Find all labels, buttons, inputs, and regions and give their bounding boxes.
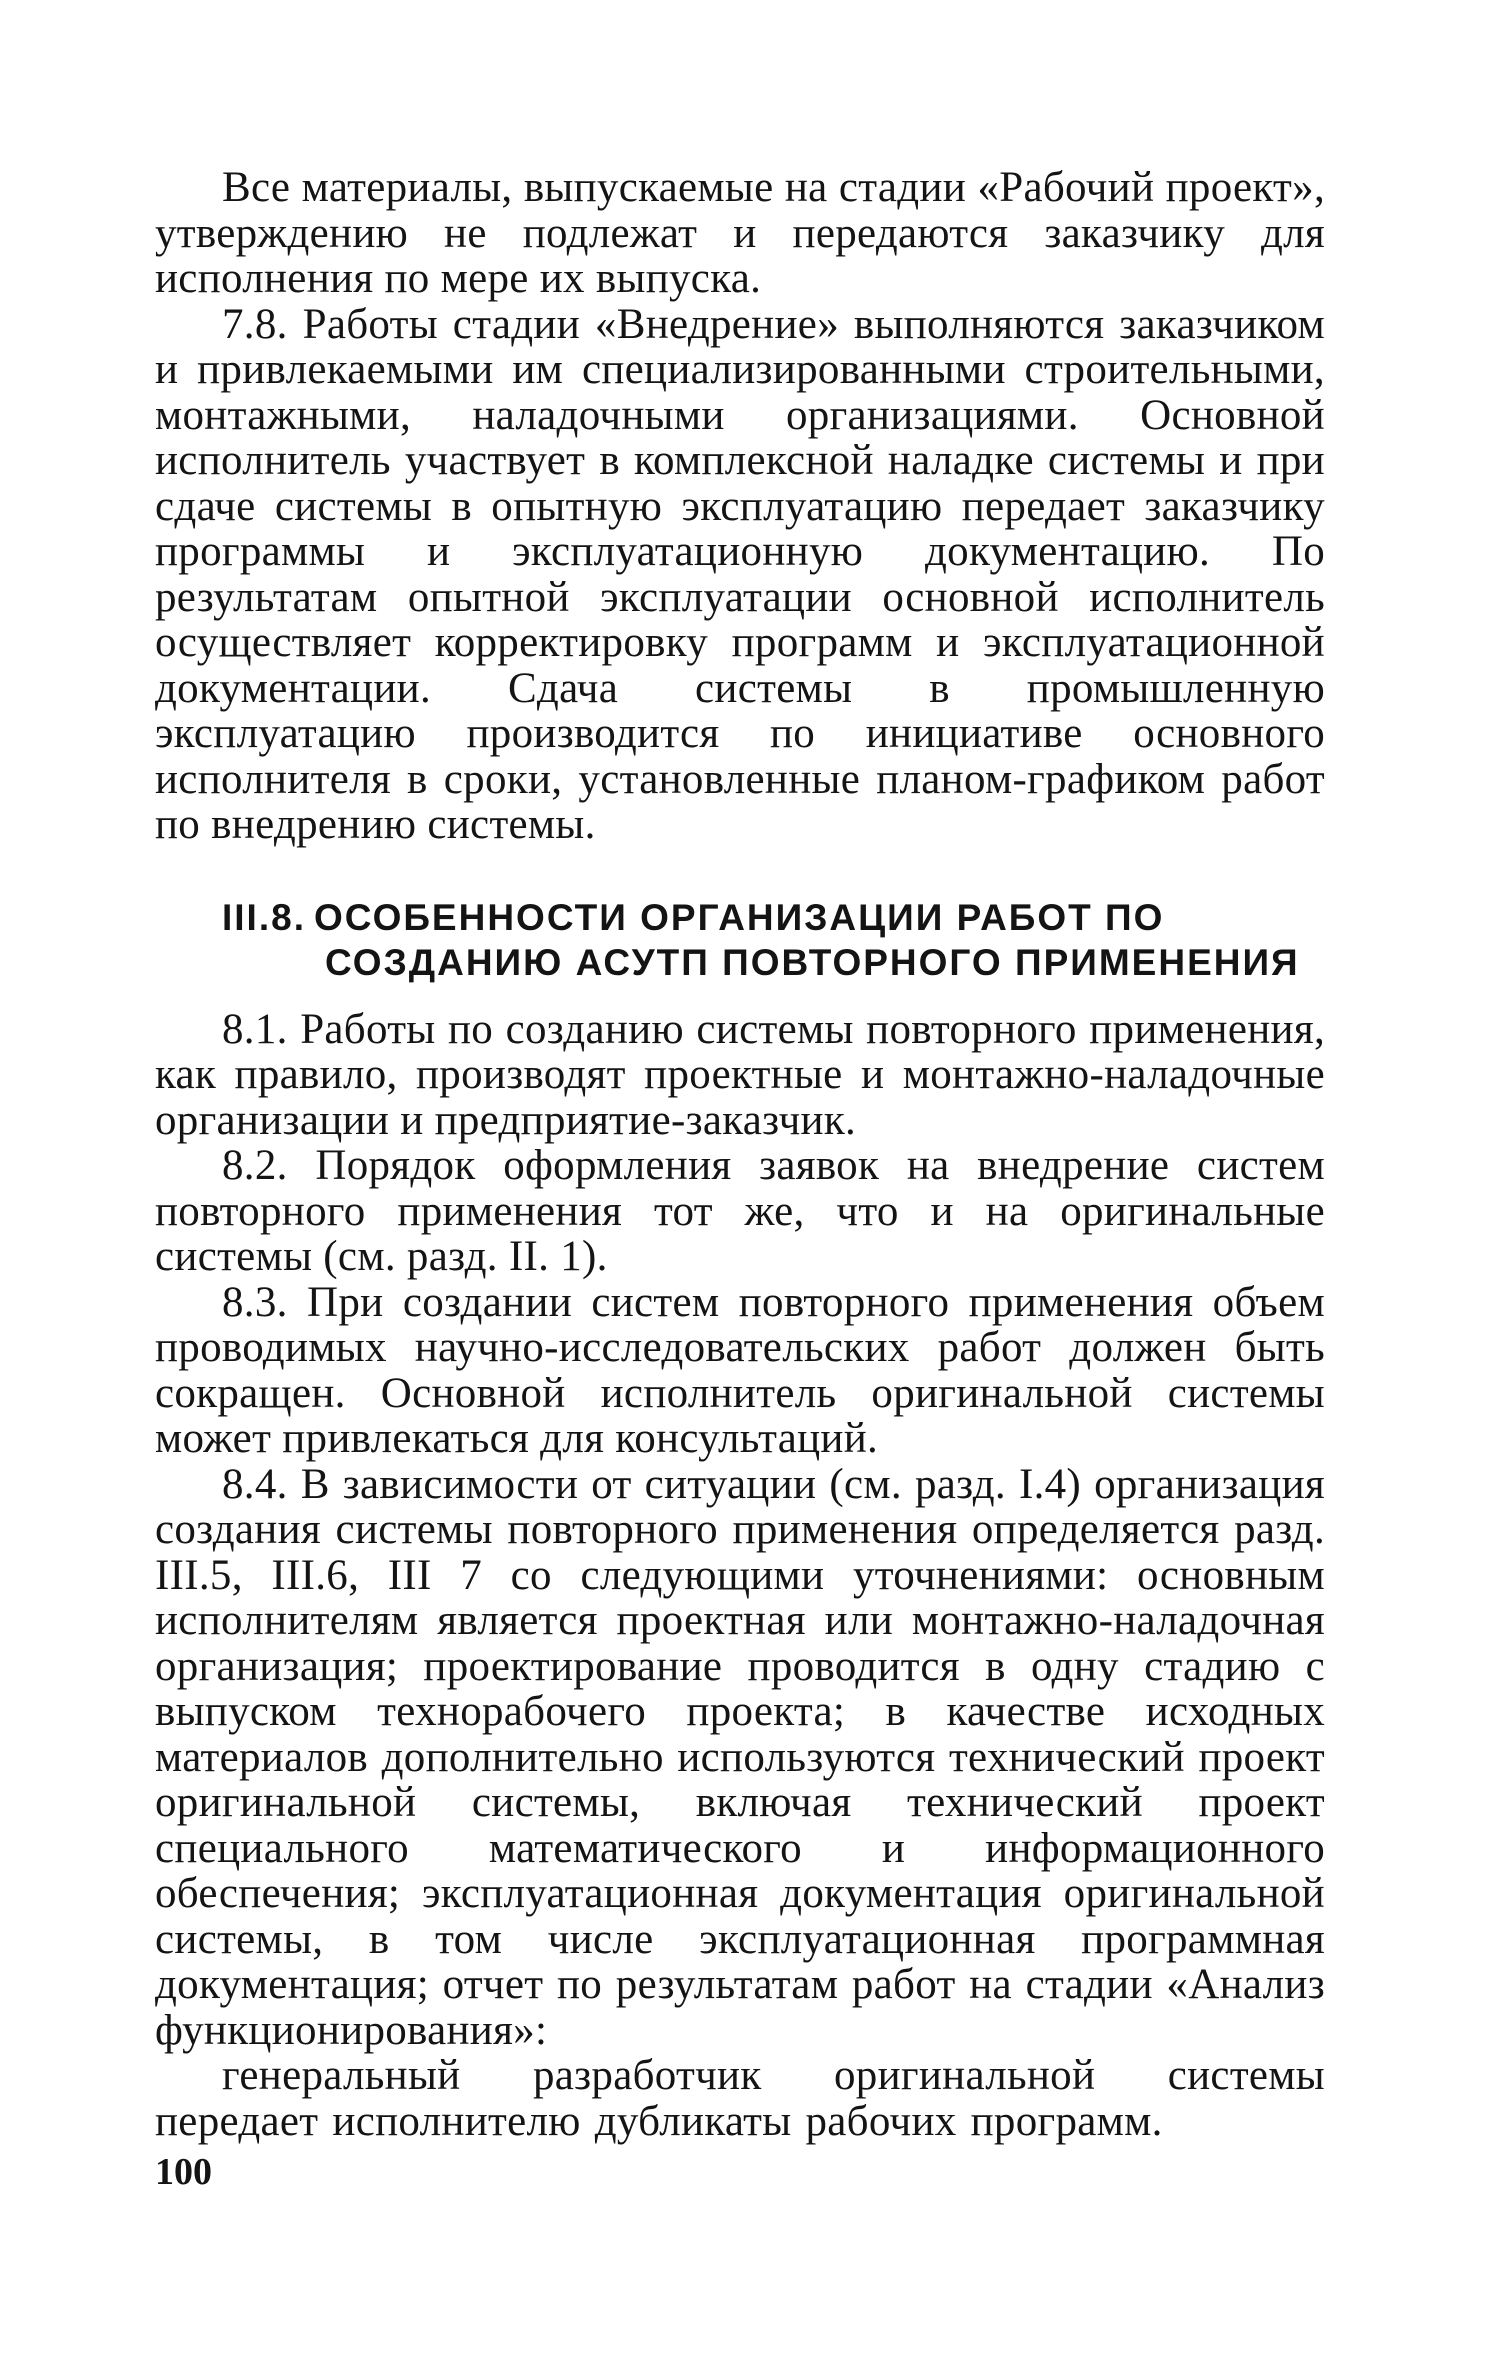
section-heading-line1	[155, 895, 1325, 940]
section-heading	[155, 895, 1325, 985]
paragraph-7-8: 7.8. Работы стадии «Внедрение» выполняются заказчиком и привлекаемыми им специализированными строительными, монтажными, наладочными организациями. Основной исполнитель участвует в комплексной наладке системы и при сдаче системы в опытную эксплуатацию передает заказчику программы и эксплуатационную документацию. По результатам опытной эксплуатации основной исполнитель осуществляет корректировку программ и эксплуатационной документации. Сдача системы в промышленную эксплуатацию производится по инициативе основного исполнителя в сроки, установленные планом-графиком работ по внедрению системы.	[155, 300, 1325, 848]
paragraph-8-4: 8.4. В зависимости от ситуации (см. разд. I.4) организация создания системы повторного применения определяется разд. III.5, III.6, III 7 со следующими уточнениями: основным исполнителям является проектная или монтажно-наладочная организация; проектирование проводится в одну стадию с выпуском технорабочего проекта; в качестве исходных материалов дополнительно используются технический проект оригинальной системы, включая технический проект специального математического и информационного обеспечения; эксплуатационная документация оригинальной системы, в том числе эксплуатационная программная документация; отчет по результатам работ на стадии «Анализ функционирования»:	[155, 1460, 1325, 2054]
section-title-line1: ОСОБЕННОСТИ ОРГАНИЗАЦИИ РАБОТ ПО	[313, 896, 1165, 938]
paragraph-8-3: 8.3. При создании систем повторного применения объем проводимых научно-исследовательских работ должен быть сокращен. Основной исполнитель оригинальной системы может привлекаться для консультаций.	[155, 1278, 1325, 1462]
section-title-line2: СОЗДАНИЮ АСУТП ПОВТОРНОГО ПРИМЕНЕНИЯ	[325, 941, 1300, 983]
page-body	[155, 165, 1325, 2144]
paragraph-8-2: 8.2. Порядок оформления заявок на внедрение систем повторного применения тот же, что и на оригинальные системы (см. разд. II. 1).	[155, 1142, 1325, 1280]
paragraph-generalnyy-razrabotchik: генеральный разработчик оригинальной системы передает исполнителю дубликаты рабочих программ.	[155, 2052, 1325, 2145]
section-number: III.8.	[222, 896, 306, 938]
paragraph-rabochiy-proekt: Все материалы, выпускаемые на стадии «Рабочий проект», утверждению не подлежат и передаются заказчику для исполнения по мере их выпуска.	[155, 164, 1325, 302]
paragraph-8-1: 8.1. Работы по созданию системы повторного применения, как правило, производят проектные и монтажно-наладочные организации и предприятие-заказчик.	[155, 1005, 1325, 1144]
page-number: 100	[155, 2151, 212, 2193]
